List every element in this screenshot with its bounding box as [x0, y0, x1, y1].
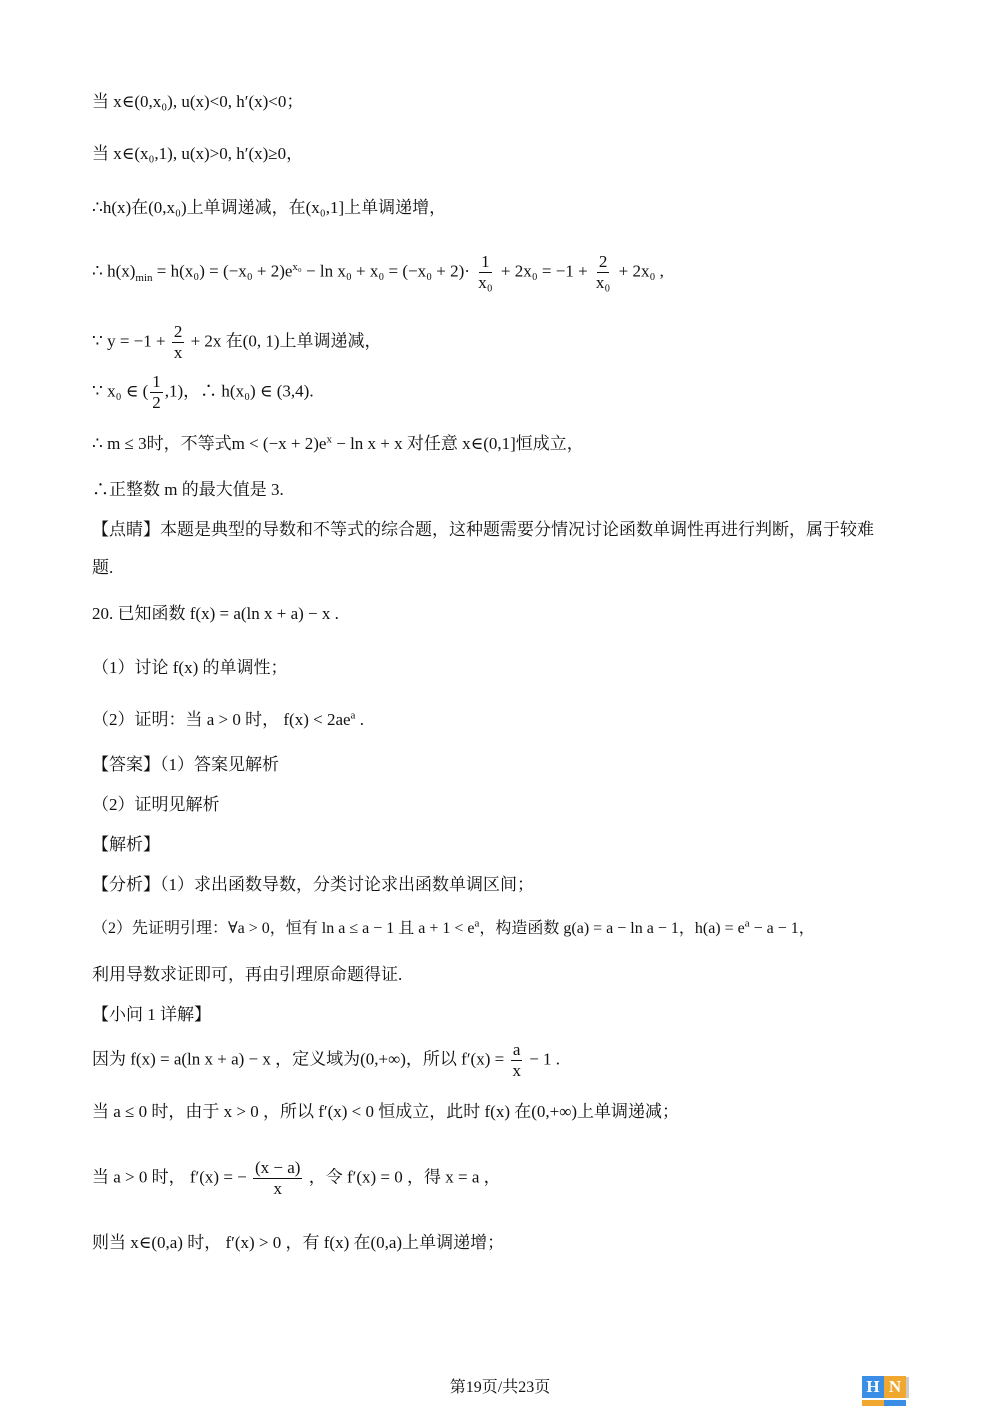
eq-part: ，令 f′(x) = 0 ，得 x = a ， — [308, 1167, 501, 1187]
logo-edge — [906, 1377, 909, 1398]
eq-part: − ln x + x 对任意 x∈(0,1]恒成立， — [331, 434, 584, 453]
line-14: 【答案】（1）答案见解析 — [92, 755, 279, 774]
line-22: 当 a ≤ 0 时，由于 x > 0 ，所以 f′(x) < 0 恒成立，此时 f(x) 在(0,+∞)上单调递减； — [92, 1102, 680, 1121]
text-line — [92, 478, 284, 502]
page-footer — [0, 1374, 1000, 1397]
eq-part: ∴ m ≤ 3时，不等式m < (−x + 2)e — [92, 434, 327, 453]
equation-case — [92, 1158, 501, 1199]
logo-letter-h: H — [862, 1376, 884, 1398]
eq-sup: a — [350, 709, 356, 722]
eq-part: ∴ h(x) — [92, 261, 136, 281]
page-number: 第19页/共23页 — [449, 1379, 551, 1396]
text-line — [92, 917, 815, 941]
equation-y — [92, 322, 382, 363]
line-16: 【解析】 — [92, 835, 160, 854]
text-line — [92, 873, 534, 897]
eq-part: 因为 f(x) = a(ln x + a) − x ，定义域为(0,+∞)，所以 f′(x) = — [92, 1049, 505, 1069]
equation-derivative — [92, 1040, 560, 1081]
eq-part: − 1 . — [529, 1049, 561, 1069]
logo-bar — [862, 1400, 884, 1406]
eq-part: 当 a > 0 时， f′(x) = − — [92, 1167, 247, 1187]
eq-sup: x — [326, 433, 332, 446]
eq-part: − a − 1， — [749, 920, 815, 937]
denominator: x₀ — [478, 273, 493, 292]
analysis-heading — [92, 833, 160, 857]
numerator: a — [512, 1040, 521, 1059]
eq-part: （2）证明：当 a > 0 时， f(x) < 2ae — [92, 710, 351, 729]
line-3: ∴h(x)在(0,x₀)上单调递减，在(x₀,1]上单调递增， — [92, 198, 447, 217]
denominator: x — [173, 343, 183, 362]
text-line — [92, 1100, 679, 1124]
eq-part: + 2x₀ , — [618, 261, 664, 281]
text-line — [92, 90, 303, 114]
eq-part: . — [355, 710, 364, 729]
fraction — [510, 1040, 523, 1081]
hn-logo — [862, 1376, 910, 1406]
line-12: （1）讨论 f(x) 的单调性； — [92, 658, 288, 677]
fraction — [253, 1158, 302, 1199]
line-20: 【小问 1 详解】 — [92, 1005, 211, 1024]
denominator: 2 — [152, 393, 161, 412]
numerator: 2 — [598, 252, 608, 271]
line-2: 当 x∈(x₀,1), u(x)>0, h′(x)≥0， — [92, 144, 304, 163]
denominator: x — [512, 1061, 521, 1080]
remark-heading — [92, 518, 874, 542]
line-8: ∴正整数 m 的最大值是 3. — [92, 480, 284, 499]
line-9: 【点睛】本题是典型的导数和不等式的综合题，这种题需要分情况讨论函数单调性再进行判断，属于较难 — [92, 520, 874, 539]
equation-x0 — [92, 372, 314, 413]
text-line — [92, 196, 446, 220]
numerator: 1 — [152, 372, 161, 391]
eq-part: − ln x₀ + x₀ = (−x₀ + 2)· — [301, 261, 470, 281]
fraction — [172, 322, 185, 363]
logo-letter-n: N — [884, 1376, 906, 1398]
eq-sup: a — [744, 917, 750, 930]
fraction — [150, 372, 163, 413]
question-part-1 — [92, 656, 287, 680]
eq-part: ，构造函数 g(a) = a − ln a − 1，h(a) = e — [479, 920, 745, 937]
subquestion-heading — [92, 1003, 211, 1027]
text-line — [92, 793, 220, 817]
eq-part: + 2x₀ = −1 + — [500, 261, 588, 281]
question-20 — [92, 602, 339, 626]
eq-part: ,1)，∴ h(x₀) ∈ (3,4). — [164, 381, 314, 401]
line-15: （2）证明见解析 — [92, 795, 220, 814]
numerator: 2 — [173, 322, 183, 341]
numerator: 1 — [481, 252, 490, 271]
logo-bar — [884, 1400, 906, 1406]
denominator: x — [273, 1179, 282, 1198]
answer-heading — [92, 753, 279, 777]
fraction — [594, 252, 612, 293]
eq-part: （2）先证明引理：∀a > 0，恒有 ln a ≤ a − 1 且 a + 1 < e — [92, 920, 475, 937]
fraction — [476, 252, 494, 293]
question-part-2 — [92, 708, 364, 732]
text-line — [92, 963, 402, 987]
question-title: 20. 已知函数 f(x) = a(ln x + a) − x . — [92, 604, 339, 623]
line-10: 题. — [92, 558, 114, 577]
eq-sub: min — [135, 271, 153, 284]
eq-sup: x₀ — [292, 260, 302, 273]
line-1: 当 x∈(0,x₀), u(x)<0, h′(x)<0； — [92, 92, 304, 111]
text-line — [92, 556, 113, 580]
line-17: 【分析】（1）求出函数导数，分类讨论求出函数单调区间； — [92, 875, 534, 894]
numerator: (x − a) — [255, 1158, 301, 1177]
eq-part: ∵ x₀ ∈ ( — [92, 381, 149, 401]
eq-part: + 2x 在(0, 1)上单调递减， — [190, 331, 382, 351]
eq-part: = h(x₀) = (−x₀ + 2)e — [152, 261, 293, 281]
line-19: 利用导数求证即可，再由引理原命题得证. — [92, 965, 403, 984]
denominator: x₀ — [595, 273, 611, 292]
line-24: 则当 x∈(0,a) 时， f′(x) > 0 ，有 f(x) 在(0,a)上单调递增； — [92, 1233, 505, 1252]
text-line — [92, 432, 584, 456]
eq-part: ∵ y = −1 + — [92, 331, 166, 351]
text-line — [92, 1231, 504, 1255]
eq-sup: a — [474, 917, 480, 930]
text-line — [92, 142, 303, 166]
equation-hmin — [92, 252, 664, 293]
